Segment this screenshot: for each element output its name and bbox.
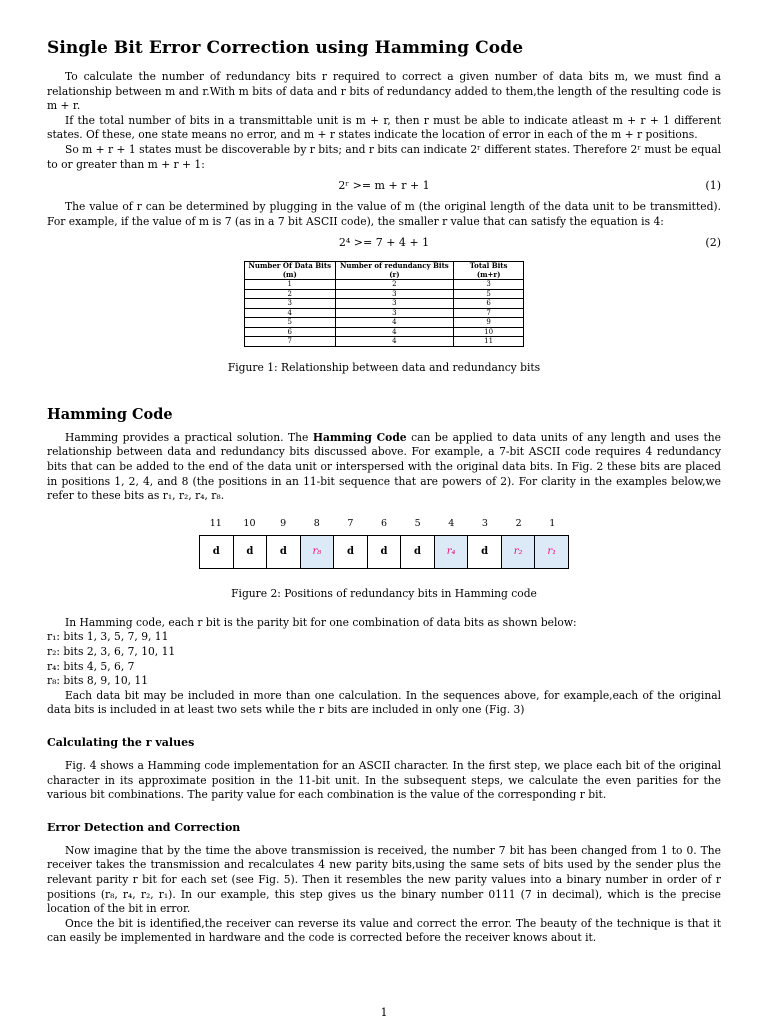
hamming-code-term: Hamming Code (312, 430, 407, 444)
redundancy-table (244, 261, 525, 347)
intro-paragraph-1: To calculate the number of redundancy bits r required to correct a given number of data bits m, we must find a relationship between m and r.With m bits of data and r bits of redundancy added to them,the length of the resulting code is m + r. (47, 70, 721, 113)
parity-after: Each data bit may be included in more than one calculation. In the sequences above, for example,each of the original data bits is included in at least two sets while the r bits are included in only one (Fig. 3) (47, 688, 721, 717)
table-cell: 5 (453, 289, 524, 299)
data-bit-cell: d (468, 536, 502, 568)
page-body (47, 38, 721, 946)
table-cell: 7 (244, 337, 335, 347)
table-cell: 2 (244, 289, 335, 299)
equation-2-number: (2) (705, 236, 721, 250)
bit-position: 2 (515, 517, 522, 529)
calculating-r-paragraph: Fig. 4 shows a Hamming code implementation for an ASCII character. In the first step, we place each bit of the original character in its approximate position in the 11-bit unit. In the subsequent steps, we calculate the even parities for the various bit combinations. The parity value for each combination is the value of the corresponding r bit. (47, 758, 721, 802)
bit-cells-row (199, 535, 569, 569)
redundancy-bit-cell-r2: r₂ (502, 536, 536, 568)
equation-2 (47, 229, 721, 257)
calculating-r-heading: Calculating the r values (47, 735, 195, 749)
hamming-paragraph (47, 431, 721, 504)
page-title: Single Bit Error Correction using Hamming Code (47, 38, 524, 58)
table-row (244, 337, 524, 347)
table-header: Number of redundancy Bits (336, 262, 454, 271)
table-cell: 3 (244, 299, 335, 309)
paragraph-r-value: The value of r can be determined by plugging in the value of m (the original length of the data unit to be transmitted). For example, if the value of m is 7 (as in a 7 bit ASCII code), the smaller r value that can satisfy the equation is 4: (47, 200, 721, 228)
table-header: Total Bits (453, 262, 524, 271)
table-cell: 11 (453, 337, 524, 347)
bit-position: 6 (381, 517, 388, 529)
page-number: 1 (380, 1006, 388, 1019)
data-bit-cell: d (200, 536, 234, 568)
table-row (244, 289, 524, 299)
parity-r4: r₄: bits 4, 5, 6, 7 (47, 659, 135, 673)
table-cell: 4 (336, 318, 454, 328)
intro-paragraph-3: So m + r + 1 states must be discoverable by r bits; and r bits can indicate 2ʳ different states. Therefore 2ʳ must be equal to or greater than m + r + 1: (47, 142, 721, 171)
table-row (244, 280, 524, 290)
table-row (244, 318, 524, 328)
table-cell: 10 (453, 327, 524, 337)
table-subheader: (m) (244, 271, 335, 280)
redundancy-bit-cell-r8: r₈ (301, 536, 335, 568)
table-subheader: (m+r) (453, 271, 524, 280)
table-row (244, 308, 524, 318)
table-cell: 3 (453, 280, 524, 290)
bit-position: 7 (347, 517, 354, 529)
parity-intro: In Hamming code, each r bit is the parity bit for one combination of data bits as shown below: (65, 615, 577, 629)
data-bit-cell: d (401, 536, 435, 568)
bit-position: 11 (209, 517, 222, 529)
table-cell: 6 (453, 299, 524, 309)
equation-1 (47, 172, 721, 200)
error-detection-paragraph-1: Now imagine that by the time the above transmission is received, the number 7 bit has been changed from 1 to 0. The receiver takes the transmission and recalculates 4 new parity bits,using the same sets of bits used by the sender plus the relevant parity r bit for each set (see Fig. 5). Then it resembles the new parity values into a binary number in order of r positions (r₈, r₄, r₂, r₁). In our example, this step gives us the binary number 0111 (7 in decimal), which is the precise location of the bit in error. (47, 843, 721, 916)
table-subheader: (r) (336, 271, 454, 280)
table-cell: 3 (336, 299, 454, 309)
hamming-code-heading: Hamming Code (47, 405, 173, 423)
data-bit-cell: d (368, 536, 402, 568)
parity-r2: r₂: bits 2, 3, 6, 7, 10, 11 (47, 645, 176, 658)
bit-position: 8 (313, 517, 320, 529)
table-cell: 9 (453, 318, 524, 328)
table-cell: 3 (336, 308, 454, 318)
parity-r8: r₈: bits 8, 9, 10, 11 (47, 674, 149, 688)
table-cell: 6 (244, 327, 335, 337)
bit-position-numbers (199, 518, 569, 529)
bit-position: 1 (549, 517, 556, 529)
error-detection-heading: Error Detection and Correction (47, 820, 241, 834)
table-cell: 3 (336, 289, 454, 299)
table-cell: 4 (336, 337, 454, 347)
hamming-paragraph-post: can be applied to data units of any length and uses the relationship between data and redundancy bits discussed above. For example, a 7-bit ASCII code requires 4 redundancy bits that can be added to the end of the data unit or interspersed with the original data bits. In Fig. 2 these bits are placed in positions 1, 2, 4, and 8 (the positions in an 11-bit sequence that are powers of 2). For clarity in the examples below,we refer to these bits as r₁, r₂, r₄, r₈. (47, 430, 721, 503)
bit-position: 5 (414, 517, 421, 529)
equation-2-expr: 2⁴ >= 7 + 4 + 1 (338, 236, 430, 250)
intro-paragraph-2: If the total number of bits in a transmittable unit is m + r, then r must be able to indicate atleast m + r + 1 different states. Of these, one state means no error, and m + r states indicate the location of error in each of the m + r positions. (47, 113, 721, 142)
redundancy-bit-cell-r4: r₄ (435, 536, 469, 568)
bit-positions-figure (199, 518, 569, 569)
table-cell: 1 (244, 280, 335, 290)
error-detection-paragraph-2: Once the bit is identified,the receiver can reverse its value and correct the error. The beauty of the technique is that it can easily be implemented in hardware and the code is corrected before the receiver knows about it. (47, 916, 721, 945)
figure-2-caption: Figure 2: Positions of redundancy bits in Hamming code (231, 586, 537, 600)
data-bit-cell: d (334, 536, 368, 568)
figure-1-caption: Figure 1: Relationship between data and redundancy bits (227, 360, 541, 374)
hamming-paragraph-pre: Hamming provides a practical solution. The (65, 430, 313, 444)
data-bit-cell: d (234, 536, 268, 568)
table-cell: 2 (336, 280, 454, 290)
redundancy-bit-cell-r1: r₁ (535, 536, 568, 568)
equation-1-number: (1) (705, 179, 721, 193)
parity-r1: r₁: bits 1, 3, 5, 7, 9, 11 (47, 630, 169, 644)
bit-position: 3 (481, 517, 488, 529)
table-cell: 5 (244, 318, 335, 328)
equation-1-expr: 2ʳ >= m + r + 1 (338, 179, 430, 193)
table-cell: 4 (244, 308, 335, 318)
table-cell: 7 (453, 308, 524, 318)
table-row (244, 299, 524, 309)
bit-position: 4 (448, 517, 455, 529)
bit-position: 10 (243, 517, 256, 529)
table-header: Number Of Data Bits (244, 262, 335, 271)
table-row (244, 327, 524, 337)
bit-position: 9 (280, 517, 287, 529)
table-cell: 4 (336, 327, 454, 337)
data-bit-cell: d (267, 536, 301, 568)
